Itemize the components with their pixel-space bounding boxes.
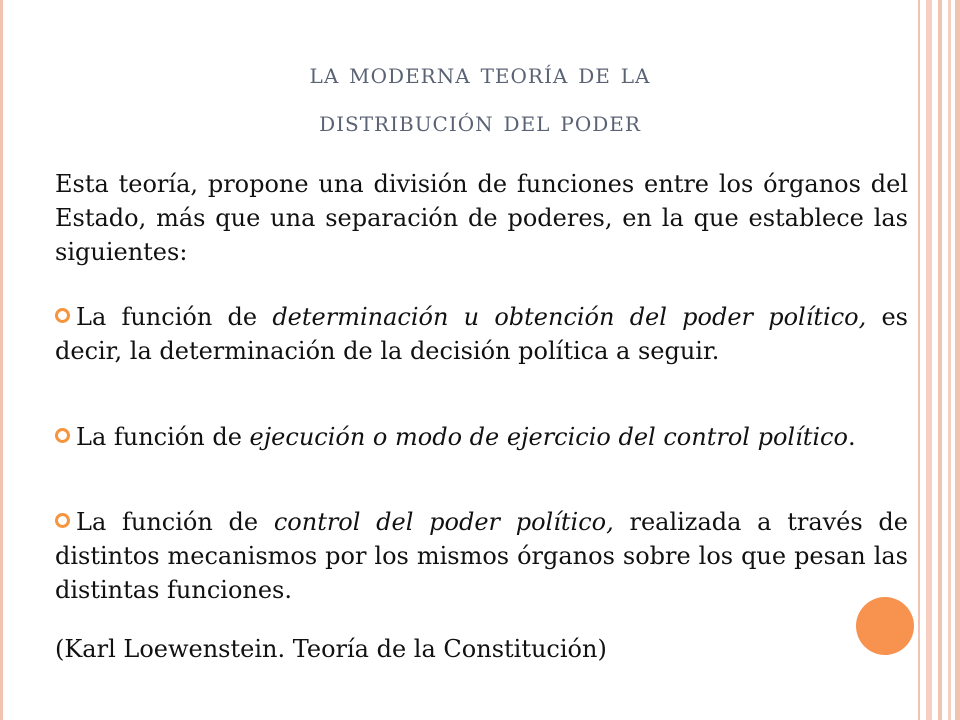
slide-title-line: la moderna teoría de la — [309, 57, 651, 90]
bullet-italic: control del poder político, — [273, 508, 614, 536]
slide-left-border — [0, 0, 3, 720]
slide-right-stripe — [938, 0, 942, 720]
bullet-lead: La función de — [76, 508, 274, 536]
bullet-item — [55, 420, 908, 454]
citation: (Karl Loewenstein. Teoría de la Constitución) — [55, 635, 607, 663]
intro-paragraph: Esta teoría, propone una división de funciones entre los órganos del Estado, más que una separación de poderes, en la que establece las siguientes: — [55, 170, 908, 266]
slide-right-stripe — [948, 0, 951, 720]
bullet-item — [55, 300, 908, 368]
slide-right-stripe — [955, 0, 960, 720]
decorative-circle-icon — [856, 597, 914, 655]
bullet-tail: . — [847, 423, 856, 451]
bullet-tail: realizada a través de distintos mecanismos por los mismos órganos sobre los que pesan las distintas funciones. — [55, 508, 909, 604]
bullet-lead: La función de — [76, 303, 273, 331]
bullet-italic: determinación u obtención del poder político, — [272, 303, 867, 331]
bullet-item — [55, 505, 908, 607]
slide-right-stripe — [926, 0, 932, 720]
bullet-tail: es decir, la determinación de la decisión política a seguir. — [55, 303, 908, 365]
bullet-circle-icon — [55, 513, 70, 528]
slide-title — [40, 50, 920, 146]
bullet-italic: ejecución o modo de ejercicio del control político — [249, 423, 848, 451]
slide-title-line: distribución del poder — [319, 105, 641, 138]
bullet-circle-icon — [55, 428, 70, 443]
bullet-lead: La función de — [76, 423, 250, 451]
bullet-circle-icon — [55, 308, 70, 323]
